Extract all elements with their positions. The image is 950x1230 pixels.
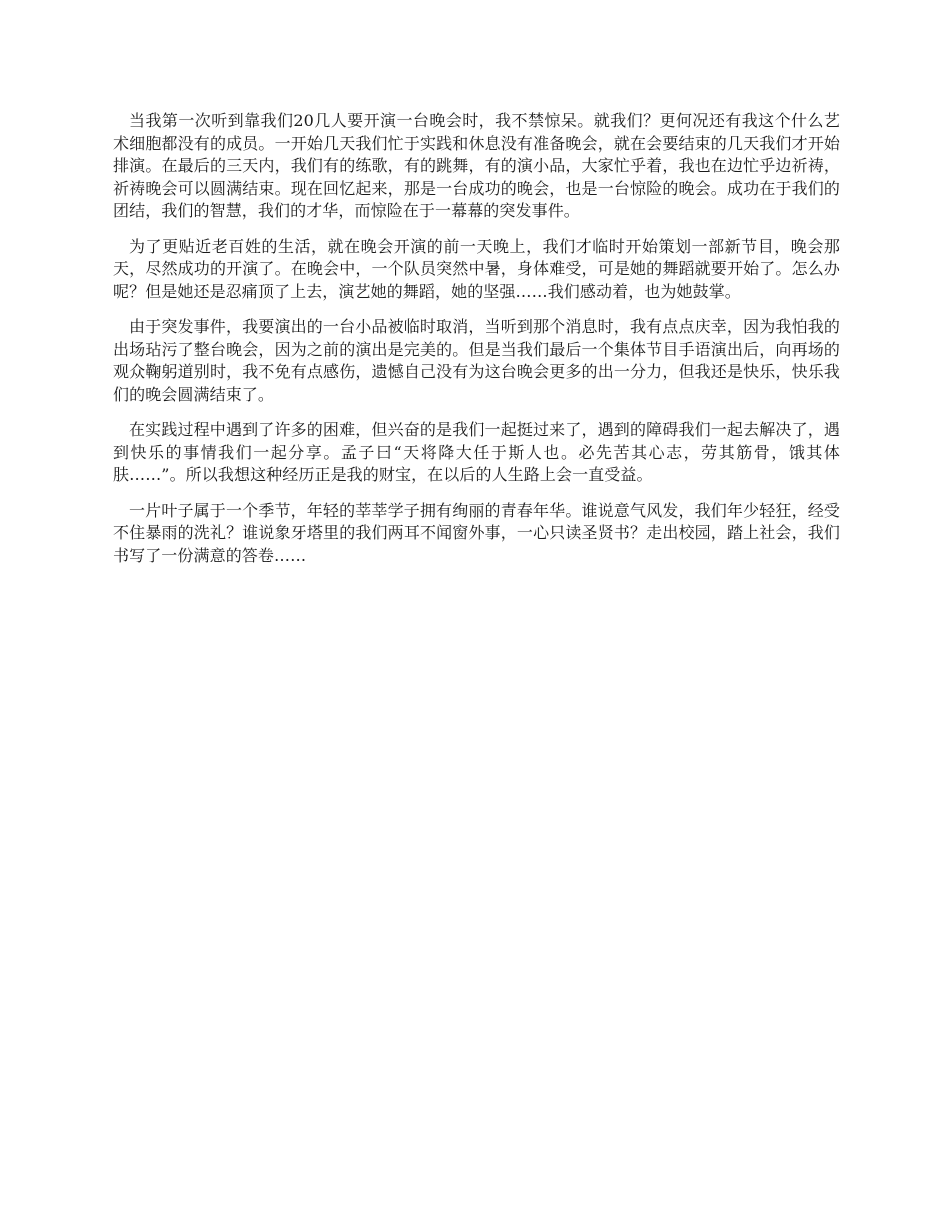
paragraph-5: 一片叶子属于一个季节，年轻的莘莘学子拥有绚丽的青春年华。谁说意气风发，我们年少轻狂，经受不住暴雨的洗礼？谁说象牙塔里的我们两耳不闻窗外事，一心只读圣贤书？走出校园，踏上社会，我们书写了一份满意的答卷…… [113, 500, 840, 565]
paragraph-3: 由于突发事件，我要演出的一台小品被临时取消，当听到那个消息时，我有点点庆幸，因为我怕我的出场玷污了整台晚会，因为之前的演出是完美的。但是当我们最后一个集体节目手语演出后，向再场的观众鞠躬道别时，我不免有点感伤，遗憾自己没有为这台晚会更多的出一分力，但我还是快乐，快乐我们的晚会圆满结束了。 [113, 317, 840, 404]
paragraph-4: 在实践过程中遇到了许多的困难，但兴奋的是我们一起挺过来了，遇到的障碍我们一起去解决了，遇到快乐的事情我们一起分享。孟子曰“天将降大任于斯人也。必先苦其心志，劳其筋骨，饿其体肤……”。所以我想这种经历正是我的财宝，在以后的人生路上会一直受益。 [113, 420, 840, 484]
paragraph-1: 当我第一次听到靠我们20几人要开演一台晚会时，我不禁惊呆。就我们？更何况还有我这个什么艺术细胞都没有的成员。一开始几天我们忙于实践和休息没有准备晚会，就在会要结束的几天我们才开始排演。在最后的三天内，我们有的练歌，有的跳舞，有的演小品，大家忙乎着，我也在边忙乎边祈祷，祈祷晚会可以圆满结束。现在回忆起来，那是一台成功的晚会，也是一台惊险的晚会。成功在于我们的团结，我们的智慧，我们的才华，而惊险在于一幕幕的突发事件。 [113, 111, 840, 220]
paragraph-2: 为了更贴近老百姓的生活，就在晚会开演的前一天晚上，我们才临时开始策划一部新节目，晚会那天，尽然成功的开演了。在晚会中，一个队员突然中暑，身体难受，可是她的舞蹈就要开始了。怎么办呢？但是她还是忍痛顶了上去，演艺她的舞蹈，她的坚强……我们感动着，也为她鼓掌。 [113, 236, 840, 301]
document-body [113, 110, 840, 580]
